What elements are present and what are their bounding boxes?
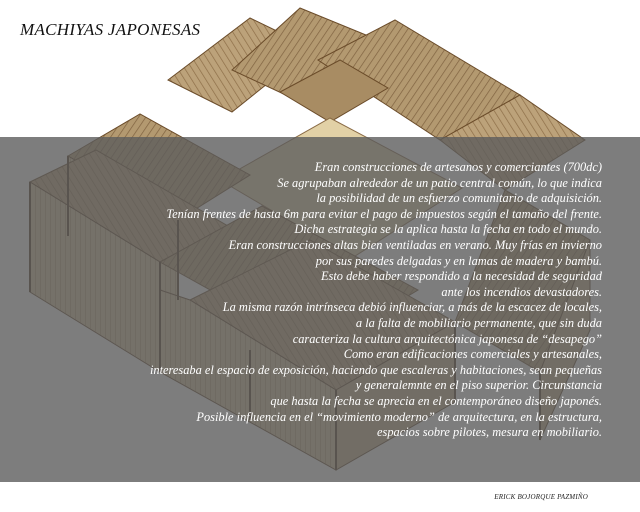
body-text [42,160,602,441]
body-line: Se agrupaban alrededor de un patio central común, lo que indica [277,175,602,190]
body-line: Eran construcciones altas bien ventiladas en verano. Muy frías en invierno [228,237,602,252]
body-line: a la falta de mobiliario permanente, que sin duda [355,315,602,330]
body-line: interesaba el espacio de exposición, haciendo que escaleras y habitaciones, sean pequeñas [149,362,602,377]
body-line: caracteriza la cultura arquitectónica japonesa de “desapego” [292,331,602,346]
body-line: que hasta la fecha se aprecia en el contemporáneo diseño japonés. [270,393,602,408]
body-line: Dicha estrategia se la aplica hasta la fecha en todo el mundo. [294,222,602,237]
body-line: Posible influencia en el “movimiento moderno” de arquitectura, en la estructura, [196,409,602,424]
body-line: Eran construcciones de artesanos y comerciantes (700dc) [314,160,602,174]
body-line: Tenían frentes de hasta 6m para evitar el pago de impuestos según el tamaño del frente. [166,206,602,221]
body-line: por sus paredes delgadas y en lamas de madera y bambú. [315,253,602,268]
body-line: ante los incendios devastadores. [441,284,602,299]
page-title: MACHIYAS JAPONESAS [20,20,201,39]
body-line: Esto debe haber respondido a la necesidad de seguridad [320,269,602,284]
author-credit: ERICK BOJORQUE PAZMIÑO [494,493,588,501]
body-line: La misma razón intrínseca debió influenciar, a más de la escacez de locales, [222,300,602,315]
body-line: Como eran edificaciones comerciales y artesanales, [343,347,602,362]
body-line: espacios sobre pilotes, mesura en mobiliario. [377,425,602,440]
body-line: la posibilidad de un esfuerzo comunitario de adquisición. [316,191,602,206]
body-line: y generalemnte en el piso superior. Circunstancia [355,378,602,393]
